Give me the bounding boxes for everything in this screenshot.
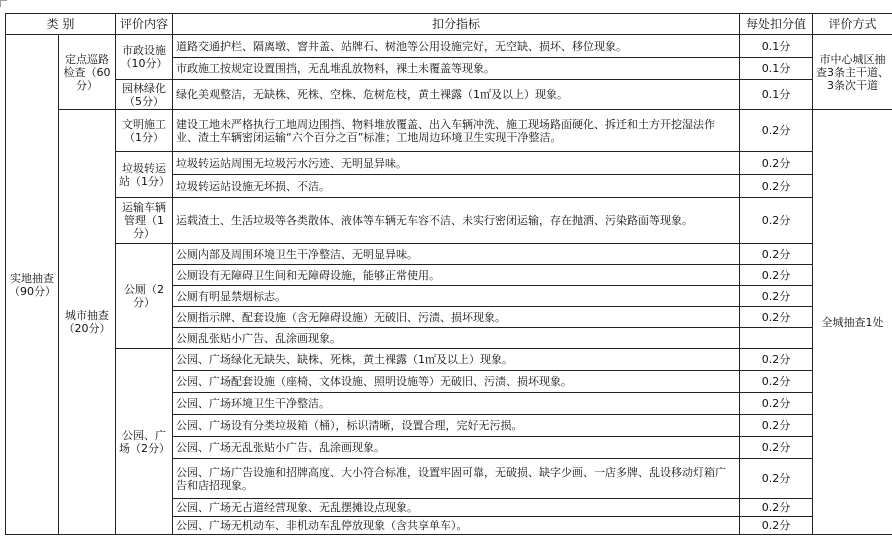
deduction-cell: 0.1分 bbox=[740, 35, 813, 58]
table-row bbox=[6, 198, 892, 244]
deduction-cell: 0.2分 bbox=[740, 517, 813, 535]
indicator-cell: 公厕内部及周围环境卫生干净整洁、无明显异味。 bbox=[173, 244, 740, 265]
group-city-inspection: 城市抽查（20分） bbox=[59, 110, 116, 535]
content-transfer-station: 垃圾转运站（1分） bbox=[116, 152, 173, 198]
group-field-inspection: 实地抽查（90分） bbox=[6, 35, 59, 535]
indicator-cell: 公园、广场配套设施（座椅、文体设施、照明设施等）无破旧、污渍、损坏现象。 bbox=[173, 371, 740, 393]
table-row bbox=[6, 349, 892, 371]
deduction-cell: 0.2分 bbox=[740, 371, 813, 393]
indicator-cell: 公厕乱张贴小广告、乱涂画现象。 bbox=[173, 328, 740, 349]
table-row bbox=[6, 152, 892, 175]
indicator-cell: 绿化美观整洁，无缺株、死株、空株、危树危枝，黄土裸露（1㎡及以上）现象。 bbox=[173, 80, 740, 110]
method-city: 全城抽查1处 bbox=[813, 110, 892, 535]
content-toilet: 公厕（2分） bbox=[116, 244, 173, 349]
table-row bbox=[6, 244, 892, 265]
deduction-cell: 0.2分 bbox=[740, 459, 813, 499]
header-indicator: 扣分指标 bbox=[173, 14, 740, 35]
deduction-cell: 0.2分 bbox=[740, 307, 813, 328]
deduction-cell: 0.2分 bbox=[740, 393, 813, 415]
indicator-cell: 建设工地未严格执行工地周边围挡、物料堆放覆盖、出入车辆冲洗、施工现场路面硬化、拆迁和土方开挖湿法作业、渣土车辆密闭运输“六个百分之百”标准；工地周边环境卫生实现干净整洁。 bbox=[173, 110, 740, 152]
header-deduction: 每处扣分值 bbox=[740, 14, 813, 35]
deduction-cell: 0.2分 bbox=[740, 152, 813, 175]
header-category: 类 别 bbox=[6, 14, 116, 35]
header-method: 评价方式 bbox=[813, 14, 892, 35]
group-fixed-patrol: 定点巡路检查（60分） bbox=[59, 35, 116, 110]
deduction-cell: 0.2分 bbox=[740, 499, 813, 517]
indicator-cell: 公园、广场绿化无缺失、缺株、死株，黄土裸露（1㎡及以上）现象。 bbox=[173, 349, 740, 371]
indicator-cell: 公厕设有无障碍卫生间和无障碍设施，能够正常使用。 bbox=[173, 265, 740, 286]
indicator-cell: 公园、广场无占道经营现象、无乱摆摊设点现象。 bbox=[173, 499, 740, 517]
content-construction: 文明施工（1分） bbox=[116, 110, 173, 152]
indicator-cell: 公厕指示牌、配套设施（含无障碍设施）无破旧、污渍、损坏现象。 bbox=[173, 307, 740, 328]
table-row bbox=[6, 110, 892, 152]
content-transport: 运输车辆管理（1分） bbox=[116, 198, 173, 244]
deduction-cell: 0.2分 bbox=[740, 198, 813, 244]
method-fixed: 市中心城区抽查3条主干道、3条次干道 bbox=[813, 35, 892, 110]
deduction-cell: 0.2分 bbox=[740, 265, 813, 286]
table-row bbox=[6, 35, 892, 58]
evaluation-table bbox=[5, 13, 892, 535]
table-row bbox=[6, 80, 892, 110]
indicator-cell: 垃圾转运站设施无坏损、不洁。 bbox=[173, 175, 740, 198]
header-content: 评价内容 bbox=[116, 14, 173, 35]
deduction-cell: 0.1分 bbox=[740, 58, 813, 80]
deduction-cell: 0.2分 bbox=[740, 244, 813, 265]
indicator-cell: 道路交通护栏、隔离墩、窨井盖、站牌石、树池等公用设施完好，无空缺、损坏、移位现象。 bbox=[173, 35, 740, 58]
deduction-cell bbox=[740, 328, 813, 349]
deduction-cell: 0.2分 bbox=[740, 286, 813, 307]
deduction-cell: 0.1分 bbox=[740, 80, 813, 110]
content-park: 公园、广场（2分） bbox=[116, 349, 173, 535]
indicator-cell: 市政施工按规定设置围挡，无乱堆乱放物料，裸土未覆盖等现象。 bbox=[173, 58, 740, 80]
header-row bbox=[6, 14, 892, 35]
indicator-cell: 公园、广场设有分类垃圾箱（桶），标识清晰，设置合理，完好无污损。 bbox=[173, 415, 740, 437]
indicator-cell: 公园、广场广告设施和招牌高度、大小符合标准，设置牢固可靠，无破损、缺字少画、一店多牌、乱设移动灯箱广告和店招现象。 bbox=[173, 459, 740, 499]
deduction-cell: 0.2分 bbox=[740, 349, 813, 371]
indicator-cell: 公园、广场环境卫生干净整洁。 bbox=[173, 393, 740, 415]
content-municipal: 市政设施（10分） bbox=[116, 35, 173, 80]
deduction-cell: 0.2分 bbox=[740, 437, 813, 459]
page-corner-mark bbox=[0, 0, 7, 7]
content-landscape: 园林绿化（5分） bbox=[116, 80, 173, 110]
indicator-cell: 公园、广场无机动车、非机动车乱停放现象（含共享单车）。 bbox=[173, 517, 740, 535]
indicator-cell: 公厕有明显禁烟标志。 bbox=[173, 286, 740, 307]
deduction-cell: 0.2分 bbox=[740, 175, 813, 198]
deduction-cell: 0.2分 bbox=[740, 415, 813, 437]
indicator-cell: 公园、广场无乱张贴小广告、乱涂画现象。 bbox=[173, 437, 740, 459]
indicator-cell: 垃圾转运站周围无垃圾污水污迹、无明显异味。 bbox=[173, 152, 740, 175]
indicator-cell: 运载渣土、生活垃圾等各类散体、液体等车辆无车容不洁、未实行密闭运输，存在抛洒、污染路面等现象。 bbox=[173, 198, 740, 244]
deduction-cell: 0.2分 bbox=[740, 110, 813, 152]
